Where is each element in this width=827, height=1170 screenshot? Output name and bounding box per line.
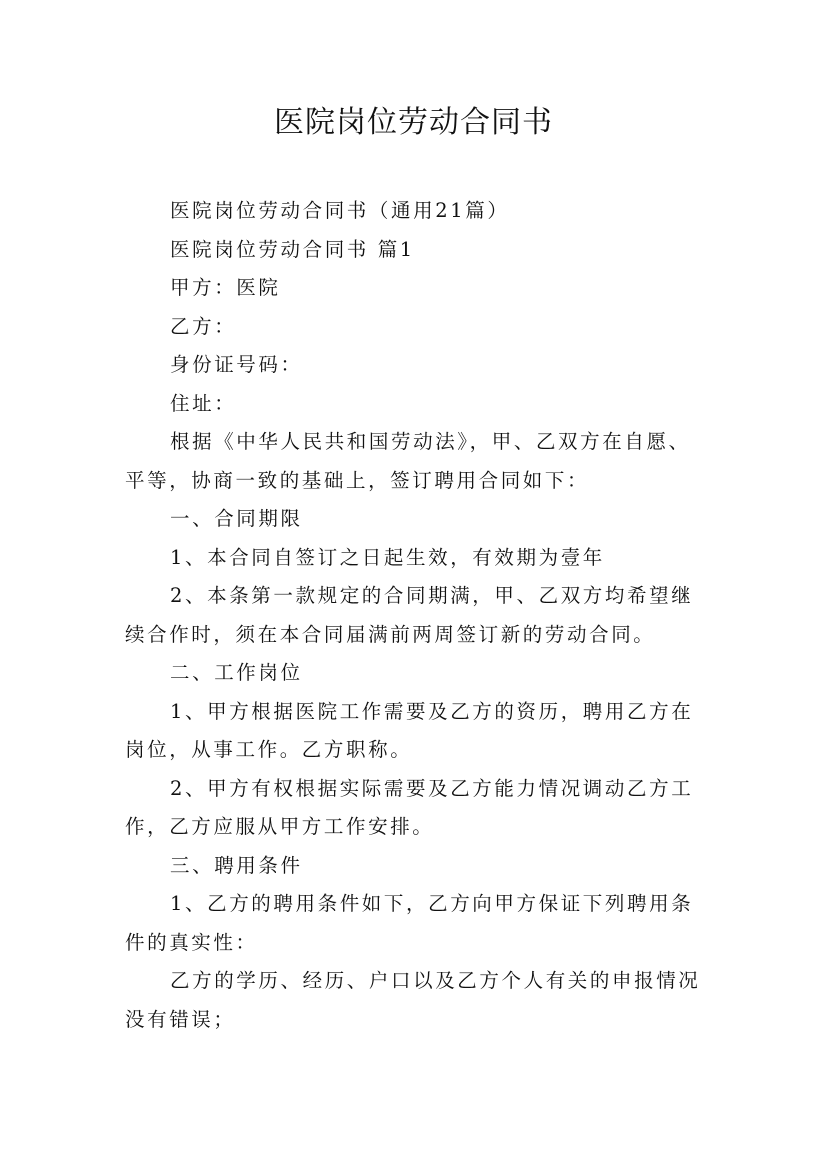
document-body (125, 192, 705, 1039)
paragraph-section-heading: 医院岗位劳动合同书 篇1 (170, 237, 415, 261)
paragraph-preamble: 根据《中华人民共和国劳动法》，甲、乙双方在自愿、平等，协商一致的基础上，签订聘用合同如下： (125, 430, 691, 492)
paragraph-job-clause-2: 2、甲方有权根据实际需要及乙方能力情况调动乙方工作，乙方应服从甲方工作安排。 (125, 776, 694, 838)
paragraph-id-number: 身份证号码： (170, 353, 303, 376)
paragraph-conditions-clause-1: 1、乙方的聘用条件如下，乙方向甲方保证下列聘用条件的真实性： (125, 892, 694, 954)
paragraph-subtitle: 医院岗位劳动合同书（通用21篇） (170, 199, 510, 222)
paragraph-heading-contract-term: 一、合同期限 (170, 507, 303, 530)
paragraph-term-clause-2: 2、本条第一款规定的合同期满，甲、乙双方均希望继续合作时，须在本合同届满前两周签订新的劳动合同。 (125, 584, 694, 646)
paragraph-job-clause-1: 1、甲方根据医院工作需要及乙方的资历，聘用乙方在岗位，从事工作。乙方职称。 (125, 699, 694, 761)
paragraph-party-a: 甲方：医院 (170, 276, 281, 299)
paragraph-term-clause-1: 1、本合同自签订之日起生效，有效期为壹年 (170, 545, 605, 569)
paragraph-conditions-detail: 乙方的学历、经历、户口以及乙方个人有关的申报情况没有错误； (125, 969, 701, 1031)
paragraph-heading-employment-conditions: 三、聘用条件 (170, 853, 303, 877)
paragraph-party-b: 乙方： (170, 314, 237, 338)
paragraph-address: 住址： (170, 391, 237, 415)
document-title: 医院岗位劳动合同书 (274, 105, 553, 140)
paragraph-heading-job-post: 二、工作岗位 (170, 661, 303, 684)
